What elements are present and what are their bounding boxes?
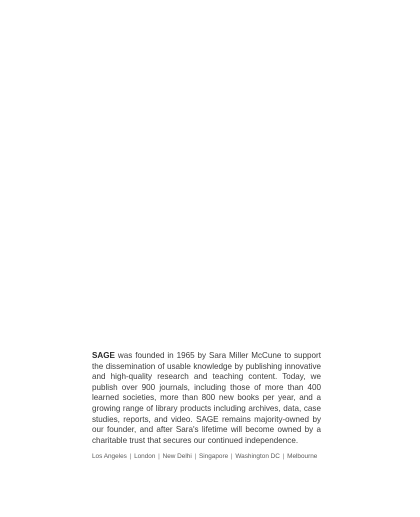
location-separator: |	[129, 453, 132, 461]
office-locations	[92, 453, 321, 461]
location-separator: |	[194, 453, 197, 461]
publisher-brand: SAGE	[92, 351, 115, 360]
location-separator: |	[158, 453, 160, 461]
location-item: Singapore	[198, 453, 229, 461]
location-item: London	[134, 453, 156, 461]
publisher-colophon	[92, 351, 321, 461]
location-item: Melbourne	[287, 453, 318, 461]
location-item: Washington DC	[235, 453, 280, 461]
location-item: Los Angeles	[92, 453, 127, 461]
location-separator: |	[282, 453, 285, 461]
location-separator: |	[230, 453, 233, 461]
publisher-description-text: was founded in 1965 by Sara Miller McCune to support the dissemination of usable knowledge by publishing innovative and high-quality research and teaching content. Today, we publish over 900 journals, including those of more than 400 learned societies, more than 800 new books per year, and a growing range of library products including archives, data, case studies, reports, and video. SAGE remains majority-owned by our founder, and after Sara's lifetime will become owned by a charitable trust that secures our continued independence.	[92, 351, 321, 445]
publisher-description	[92, 351, 321, 446]
location-item: New Delhi	[162, 453, 192, 461]
